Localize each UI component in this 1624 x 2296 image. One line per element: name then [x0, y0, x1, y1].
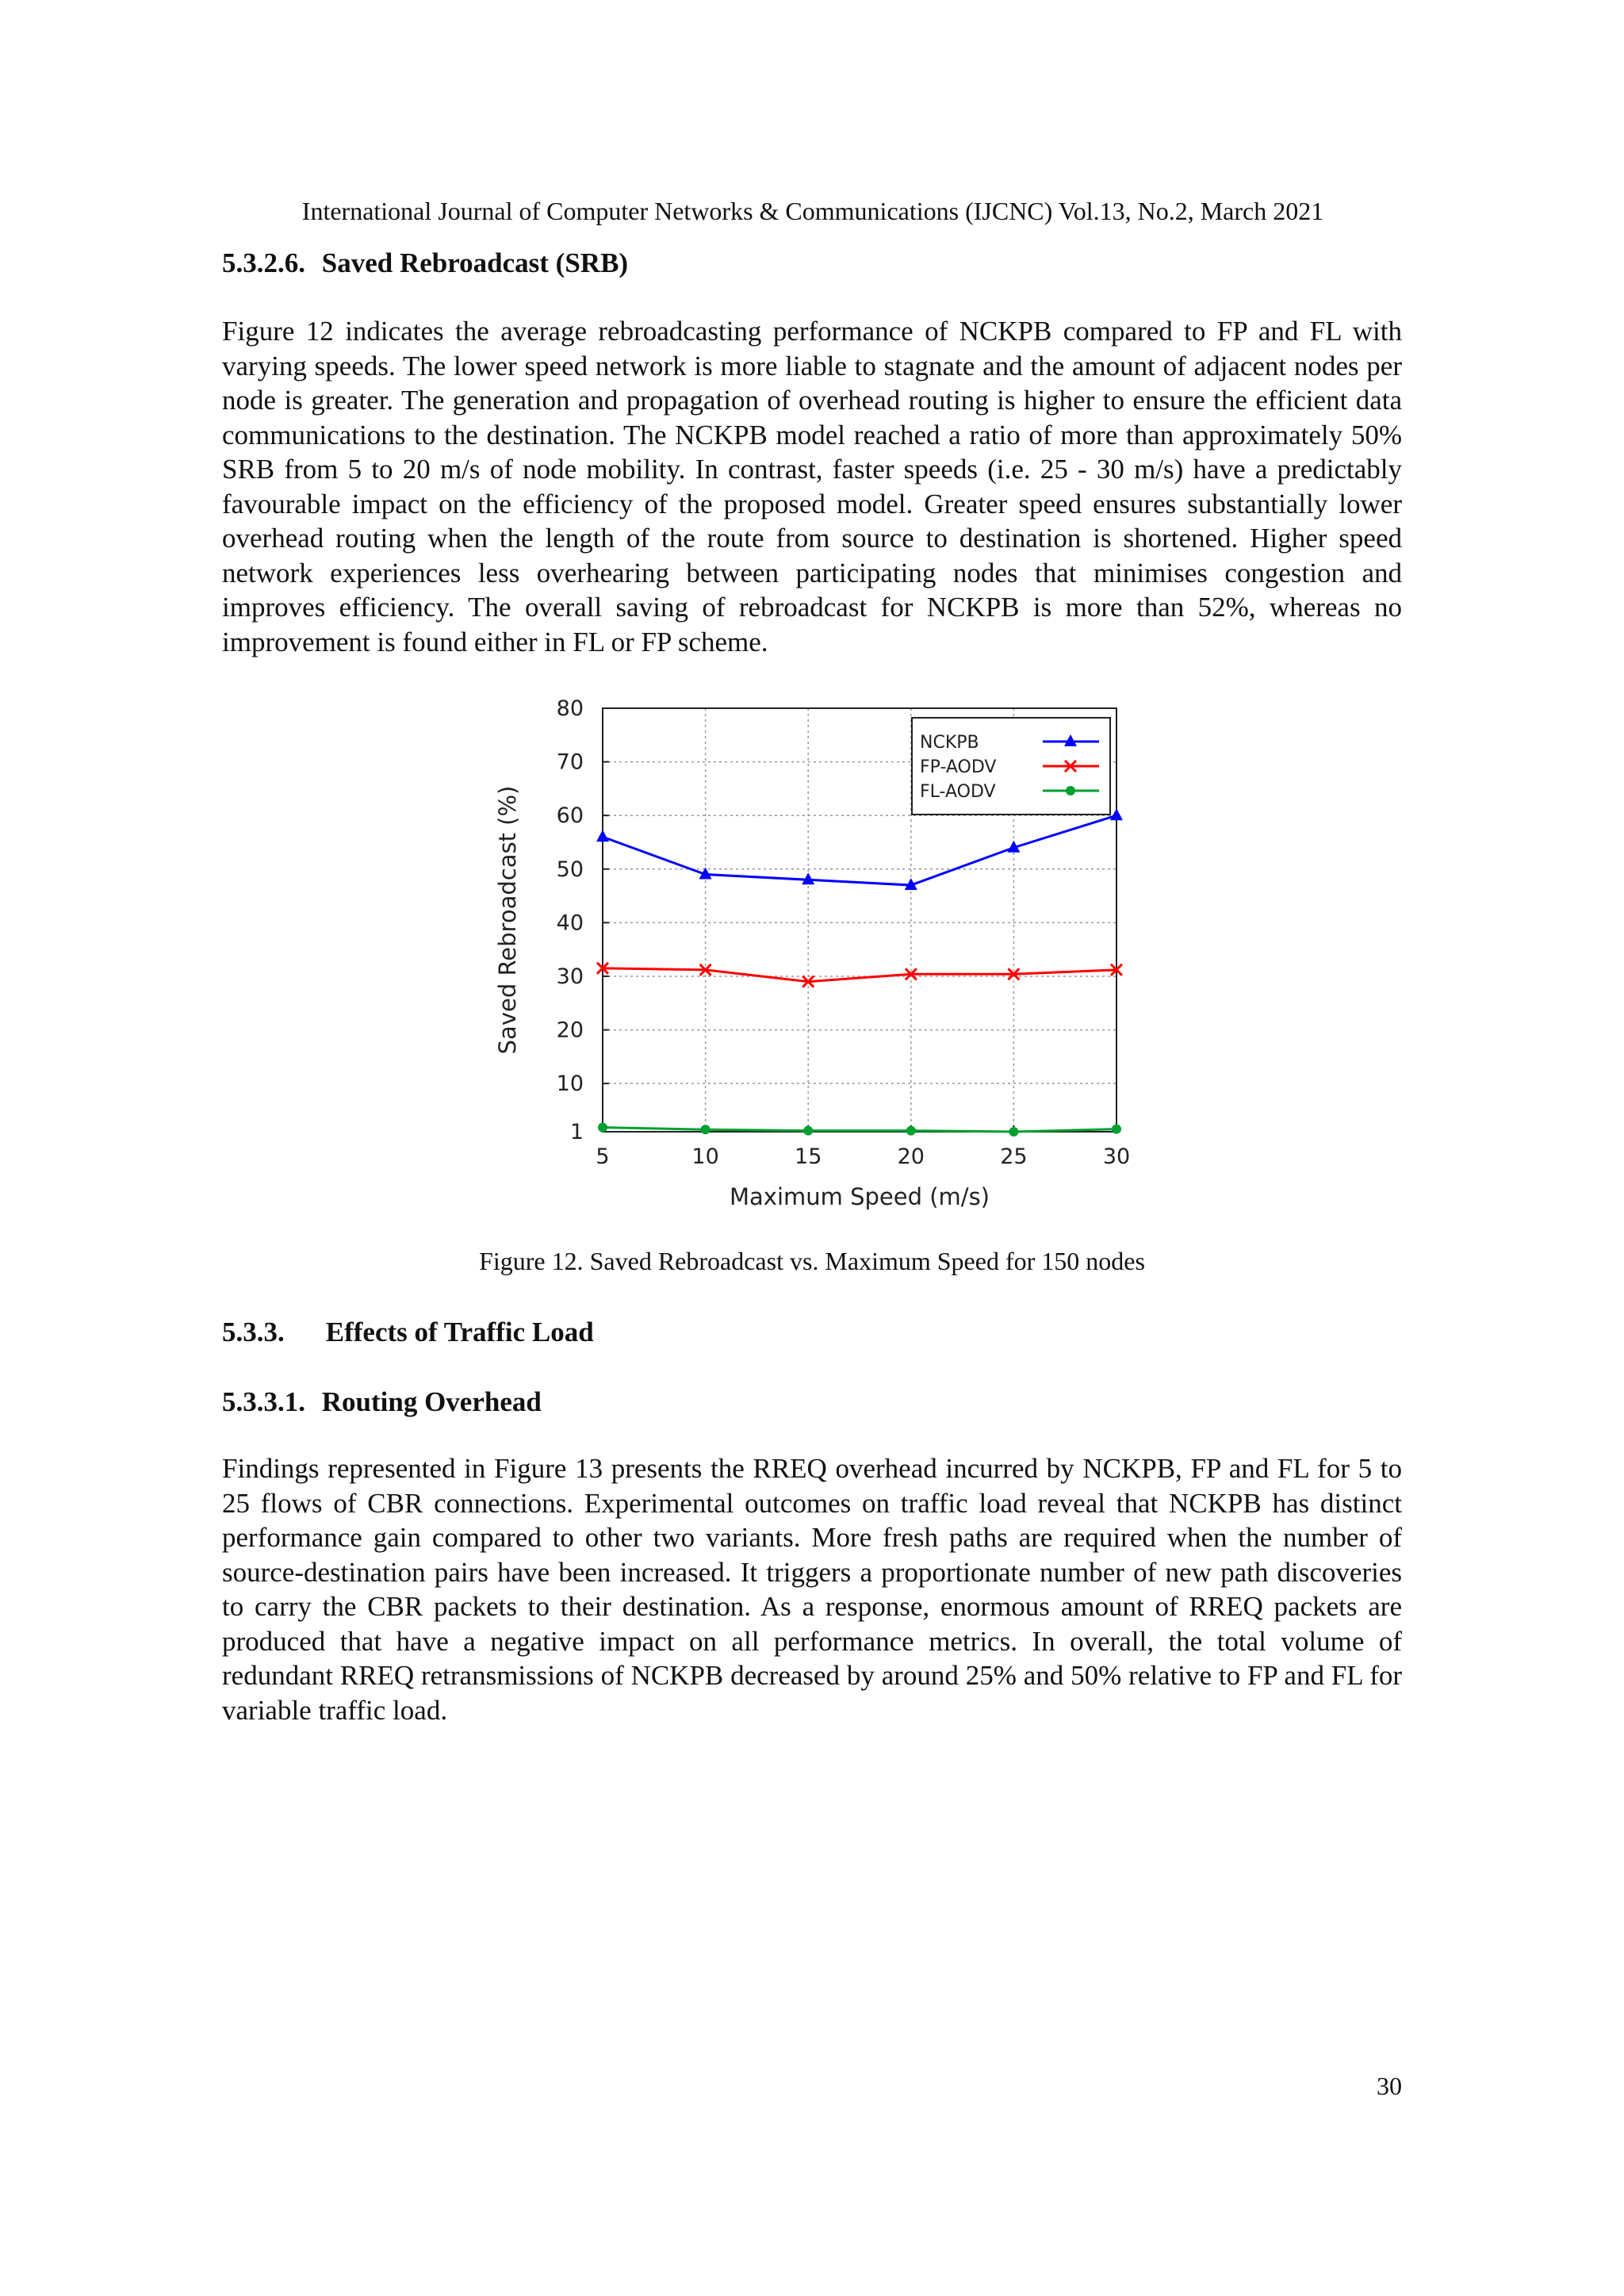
data-point-fl-aodv: [1112, 1125, 1121, 1134]
data-point-fl-aodv: [701, 1125, 710, 1134]
y-tick-label: 80: [556, 696, 584, 721]
section-title: Effects of Traffic Load: [325, 1317, 594, 1347]
legend-label-fl-aodv: FL-AODV: [920, 782, 996, 802]
y-tick-label: 1: [569, 1120, 584, 1144]
section-number: 5.3.3.: [222, 1317, 285, 1347]
series-line-fp-aodv: [603, 968, 1116, 982]
x-tick-label: 30: [1102, 1144, 1131, 1169]
y-tick-label: 10: [556, 1071, 584, 1097]
x-axis-label: Maximum Speed (m/s): [730, 1183, 990, 1210]
x-tick-label: 20: [897, 1144, 925, 1169]
section-number: 5.3.3.1.: [222, 1386, 305, 1417]
legend-label-nckpb: NCKPB: [920, 733, 979, 753]
y-tick-label: 50: [556, 857, 584, 882]
saved-rebroadcast-chart: [476, 678, 1142, 1217]
data-point-fl-aodv: [906, 1126, 916, 1136]
x-tick-label: 15: [795, 1144, 822, 1169]
x-tick-label: 25: [1000, 1144, 1028, 1169]
data-point-fl-aodv: [803, 1126, 813, 1136]
section-title: Saved Rebroadcast (SRB): [321, 247, 629, 278]
paragraph-routing-overhead: Findings represented in Figure 13 presents the RREQ overhead incurred by NCKPB, FP and FL for 5 to 25 flows of CBR connections. Experimental outcomes on traffic load reveal that NCKPB has distinct performance gain compared to other two variants. More fresh paths are required when the number of source-destination pairs have been increased. It triggers a proportionate number of new path discoveries to carry the CBR packets to their destination. As a response, enormous amount of RREQ packets are produced that have a negative impact on all performance metrics. In overall, the total volume of redundant RREQ retransmissions of NCKPB decreased by around 25% and 50% relative to FP and FL for variable traffic load.: [222, 1453, 1402, 1726]
legend-marker-fl-aodv: [1066, 786, 1075, 795]
x-tick-label: 5: [596, 1144, 610, 1169]
section-heading-routing-overhead: [222, 1386, 542, 1418]
page-number: 30: [1377, 2072, 1402, 2100]
data-point-nckpb: [1110, 808, 1123, 820]
x-tick-label: 10: [691, 1144, 719, 1169]
y-tick-label: 20: [556, 1018, 584, 1043]
figure-caption: Figure 12. Saved Rebroadcast vs. Maximum Speed for 150 nodes: [479, 1247, 1145, 1275]
legend-label-fp-aodv: FP-AODV: [920, 757, 997, 777]
section-title: Routing Overhead: [321, 1386, 542, 1417]
y-tick-label: 40: [556, 910, 584, 936]
section-heading-traffic-load: [222, 1317, 594, 1348]
journal-header: International Journal of Computer Networks & Communications (IJCNC) Vol.13, No.2, March 2021: [301, 197, 1324, 225]
y-tick-label: 70: [556, 749, 584, 775]
section-heading-srb: [222, 247, 628, 279]
data-point-fl-aodv: [598, 1123, 607, 1133]
section-number: 5.3.2.6.: [222, 247, 305, 278]
data-point-nckpb: [596, 830, 609, 841]
y-tick-label: 60: [556, 803, 584, 829]
paragraph-srb: Figure 12 indicates the average rebroadcasting performance of NCKPB compared to FP and FL with varying speeds. The lower speed network is more liable to stagnate and the amount of adjacent nodes per node is greater. The generation and propagation of overhead routing is higher to ensure the efficient data communications to the destination. The NCKPB model reached a ratio of more than approximately 50% SRB from 5 to 20 m/s of node mobility. In contrast, faster speeds (i.e. 25 - 30 m/s) have a predictably favourable impact on the efficiency of the proposed model. Greater speed ensures substantially lower overhead routing when the length of the route from source to destination is shortened. Higher speed network experiences less overhearing between participating nodes that minimises congestion and improves efficiency. The overall saving of rebroadcast for NCKPB is more than 52%, whereas no improvement is found either in FL or FP scheme.: [222, 316, 1402, 657]
y-axis-label: Saved Rebroadcast (%): [494, 785, 521, 1055]
data-point-fl-aodv: [1009, 1127, 1018, 1137]
series-line-nckpb: [603, 815, 1116, 885]
y-tick-label: 30: [556, 964, 584, 989]
